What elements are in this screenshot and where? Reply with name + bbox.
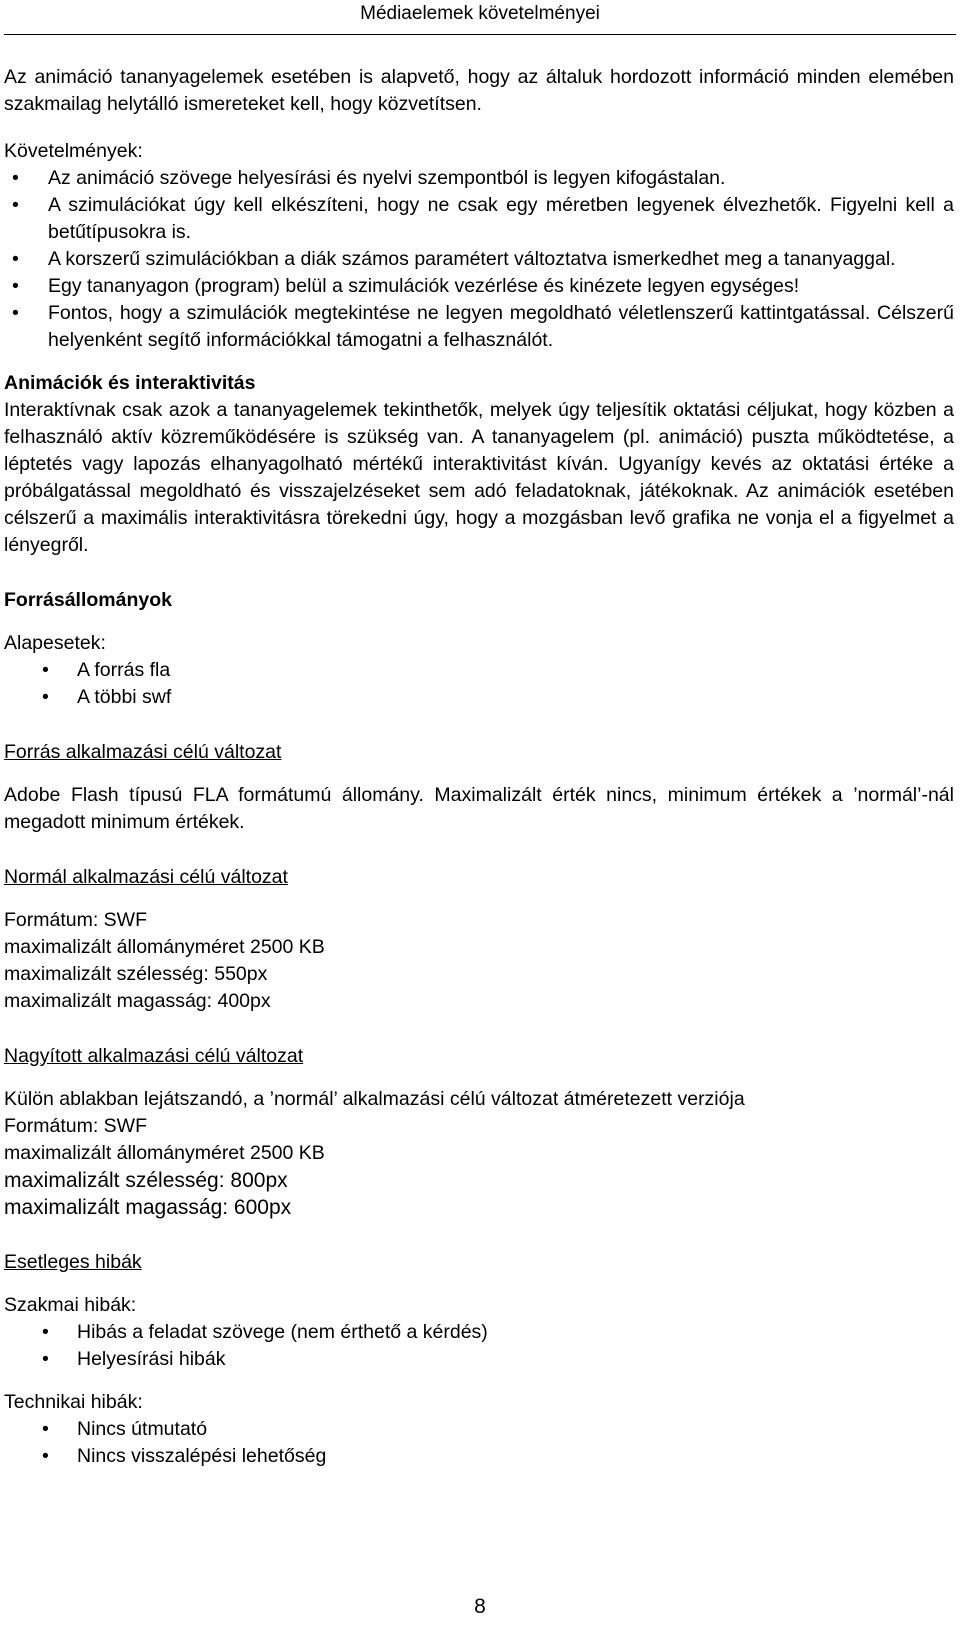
page-content xyxy=(4,64,954,1470)
errors-heading: Esetleges hibák xyxy=(4,1251,142,1273)
list-item: • Nincs visszalépési lehetőség xyxy=(4,1443,954,1470)
enlarged-size-line: maximalizált állományméret 2500 KB xyxy=(4,1142,325,1164)
list-item: • Helyesírási hibák xyxy=(4,1346,954,1373)
bullet-icon: • xyxy=(42,686,49,708)
enlarged-format-line: Formátum: SWF xyxy=(4,1115,148,1137)
normal-height-line: maximalizált magasság: 400px xyxy=(4,990,271,1012)
basics-list xyxy=(4,657,954,711)
bullet-icon: • xyxy=(12,302,19,324)
bullet-icon: • xyxy=(42,1418,49,1440)
list-item: • Nincs útmutató xyxy=(4,1416,954,1443)
normal-version-heading: Normál alkalmazási célú változat xyxy=(4,866,288,888)
bullet-icon: • xyxy=(12,167,19,189)
list-item: • Az animáció szövege helyesírási és nyelvi szempontból is legyen kifogástalan. xyxy=(4,165,954,192)
bullet-icon: • xyxy=(42,1321,49,1343)
list-item: • A többi swf xyxy=(4,684,954,711)
bullet-icon: • xyxy=(42,1445,49,1467)
technical-errors-list xyxy=(4,1416,954,1470)
source-version-heading: Forrás alkalmazási célú változat xyxy=(4,741,282,763)
page-number: 8 xyxy=(474,1595,486,1618)
normal-width-line: maximalizált szélesség: 550px xyxy=(4,963,268,985)
interactivity-paragraph: Interaktívnak csak azok a tananyagelemek tekinthetők, melyek úgy teljesítik oktatási céljukat, hogy közben a felhasználó aktív közreműködésére is szükség van. A tananyagelem (pl. animáció) puszta működtetése, a léptetés vagy lapozás elhanyagolható mértékű interaktivitást kíván. Ugyanígy kevés az oktatási értéke a próbálgatással megoldható és visszajelzéseket sem adó feladatoknak, játékoknak. Az animációk esetében célszerű a maximális interaktivitásra törekedni úgy, hogy a mozgásban levő grafika ne vonja el a figyelmet a lényegről. xyxy=(4,399,954,556)
interactivity-heading: Animációk és interaktivitás xyxy=(4,372,256,394)
enlarged-height-line: maximalizált magasság: 600px xyxy=(4,1196,292,1219)
header-rule xyxy=(4,34,956,35)
enlarged-width-line: maximalizált szélesség: 800px xyxy=(4,1169,288,1192)
list-item: • A szimulációkat úgy kell elkészíteni, hogy ne csak egy méretben legyenek élvezhetők. Figyelni kell a betűtípusokra is. xyxy=(12,194,954,243)
list-item: • A korszerű szimulációkban a diák számos paramétert változtatva ismerkedhet meg a tananyaggal. xyxy=(4,246,954,273)
bullet-icon: • xyxy=(12,275,19,297)
bullet-icon: • xyxy=(12,194,19,216)
professional-errors-list xyxy=(4,1319,954,1373)
bullet-icon: • xyxy=(12,248,19,270)
list-item: • Egy tananyagon (program) belül a szimulációk vezérlése és kinézete legyen egységes! xyxy=(4,273,954,300)
source-version-paragraph: Adobe Flash típusú FLA formátumú állomány. Maximalizált érték nincs, minimum értékek a ’normál’-nál megadott minimum értékek. xyxy=(4,784,954,833)
professional-errors-label: Szakmai hibák: xyxy=(4,1294,137,1316)
normal-size-line: maximalizált állományméret 2500 KB xyxy=(4,936,325,958)
requirements-heading: Követelmények: xyxy=(4,140,143,162)
list-item: • Hibás a feladat szövege (nem érthető a kérdés) xyxy=(4,1319,954,1346)
enlarged-version-heading: Nagyított alkalmazási célú változat xyxy=(4,1045,304,1067)
bullet-icon: • xyxy=(42,1348,49,1370)
intro-paragraph: Az animáció tananyagelemek esetében is alapvető, hogy az általuk hordozott információ minden elemében szakmailag helytálló ismereteket kell, hogy közvetítsen. xyxy=(4,66,954,115)
normal-format-line: Formátum: SWF xyxy=(4,909,148,931)
list-item: • Fontos, hogy a szimulációk megtekintése ne legyen megoldható véletlenszerű kattintgatással. Célszerű helyenként segítő információkkal támogatni a felhasználót. xyxy=(12,302,954,351)
sources-heading: Forrásállományok xyxy=(4,589,172,611)
basics-label: Alapesetek: xyxy=(4,632,106,654)
list-item: • A forrás fla xyxy=(4,657,954,684)
technical-errors-label: Technikai hibák: xyxy=(4,1391,143,1413)
running-header: Médiaelemek követelményei xyxy=(360,3,600,24)
bullet-icon: • xyxy=(42,659,49,681)
enlarged-description-line: Külön ablakban lejátszandó, a ’normál’ alkalmazási célú változat átméretezett verziója xyxy=(4,1088,745,1110)
requirements-list xyxy=(4,165,954,354)
